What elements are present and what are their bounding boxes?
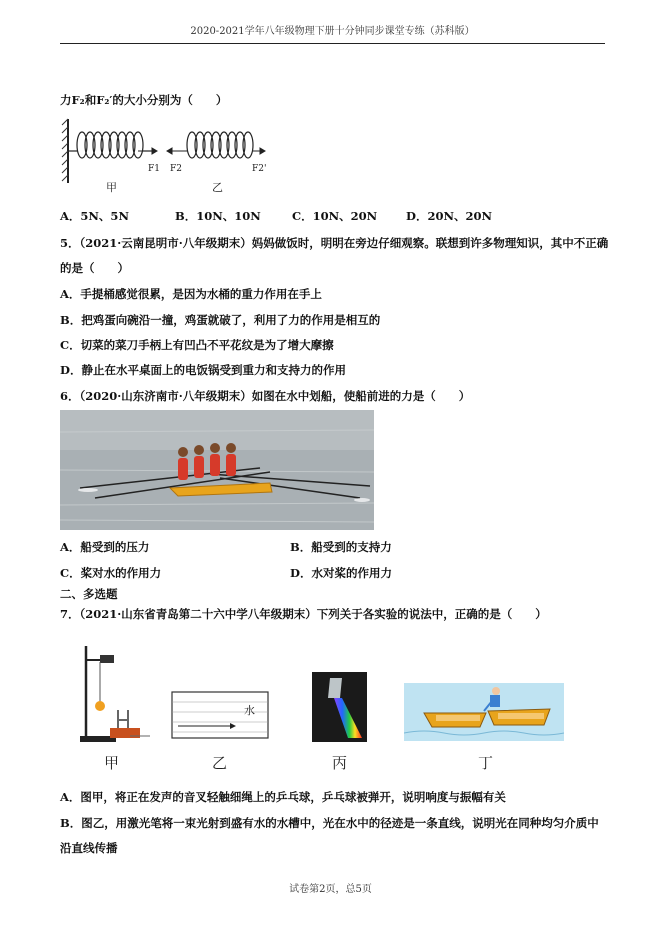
q7-option-b-cont[interactable]: 沿直线传播 [60,841,118,855]
q5-option-c[interactable]: C．切菜的菜刀手柄上有凹凸不平花纹是为了增大摩擦 [60,338,334,352]
figure-jia-tuning-fork [70,640,150,745]
q7-option-b[interactable]: B．图乙，用激光笔将一束光射到盛有水的水槽中，光在水中的径迹是一条直线，说明光在同种均匀介质中 [60,816,599,830]
q5-stem-line1: 5．（2021·云南昆明市·八年级期末）妈妈做饭时，明明在旁边仔细观察。联想到许多物理知识，其中不正确 [60,236,609,250]
label-f1: F1 [148,164,160,174]
figure-ding-boats [404,683,564,741]
figure-label-bing: 丙 [332,754,348,772]
q6-option-a[interactable]: A．船受到的压力 [60,540,150,554]
q5-option-a[interactable]: A．手提桶感觉很累，是因为水桶的重力作用在手上 [60,287,322,301]
q6-option-c[interactable]: C．桨对水的作用力 [60,566,162,580]
q4-option-b[interactable]: B．10N、10N [175,209,261,223]
label-f2-prime: F2' [252,164,267,174]
q6-stem: 6．（2020·山东济南市·八年级期末）如图在水中划船，使船前进的力是（ ） [60,389,471,403]
page-footer: 试卷第2页，总5页 [289,884,372,895]
q4-option-d[interactable]: D．20N、20N [406,209,493,223]
arrow-f2 [167,148,188,154]
q6-option-d[interactable]: D．水对桨的作用力 [290,566,392,580]
q4-stem-tail: 力F₂和F₂′的大小分别为（ ） [60,93,228,107]
arrow-f1 [138,148,157,154]
figure-yi-water-tank [170,690,270,742]
label-jia: 甲 [106,181,117,194]
arrow-f2-prime [253,148,265,154]
page-header: 2020-2021学年八年级物理下册十分钟同步课堂专练（苏科版） [60,22,605,44]
spring-left [68,132,152,158]
figure-label-jia: 甲 [104,754,120,772]
label-yi: 乙 [212,181,223,194]
water-label: 水 [244,704,255,717]
spring-figure [60,115,290,195]
q4-option-a[interactable]: A．5N、5N [60,209,129,223]
rowing-photo [60,410,374,530]
q6-option-b[interactable]: B．船受到的支持力 [290,540,392,554]
q5-option-d[interactable]: D．静止在水平桌面上的电饭锅受到重力和支持力的作用 [60,363,346,377]
section-title: 二、多选题 [60,587,118,601]
label-f2: F2 [170,164,182,174]
figure-label-ding: 丁 [478,754,494,772]
figure-label-yi: 乙 [212,754,228,772]
q4-option-c[interactable]: C．10N、20N [292,209,378,223]
spring-right [187,132,253,158]
q5-stem-line2: 的是（ ） [60,261,129,275]
q7-stem: 7．（2021·山东省青岛第二十六中学八年级期末）下列关于各实验的说法中，正确的是（ ） [60,607,547,621]
ping-pong-ball [95,701,105,711]
figure-bing-prism [312,672,367,742]
q7-option-a[interactable]: A．图甲，将正在发声的音叉轻触细绳上的乒乓球，乒乓球被弹开，说明响度与振幅有关 [60,790,506,804]
q5-option-b[interactable]: B．把鸡蛋向碗沿一撞，鸡蛋就破了，利用了力的作用是相互的 [60,313,381,327]
